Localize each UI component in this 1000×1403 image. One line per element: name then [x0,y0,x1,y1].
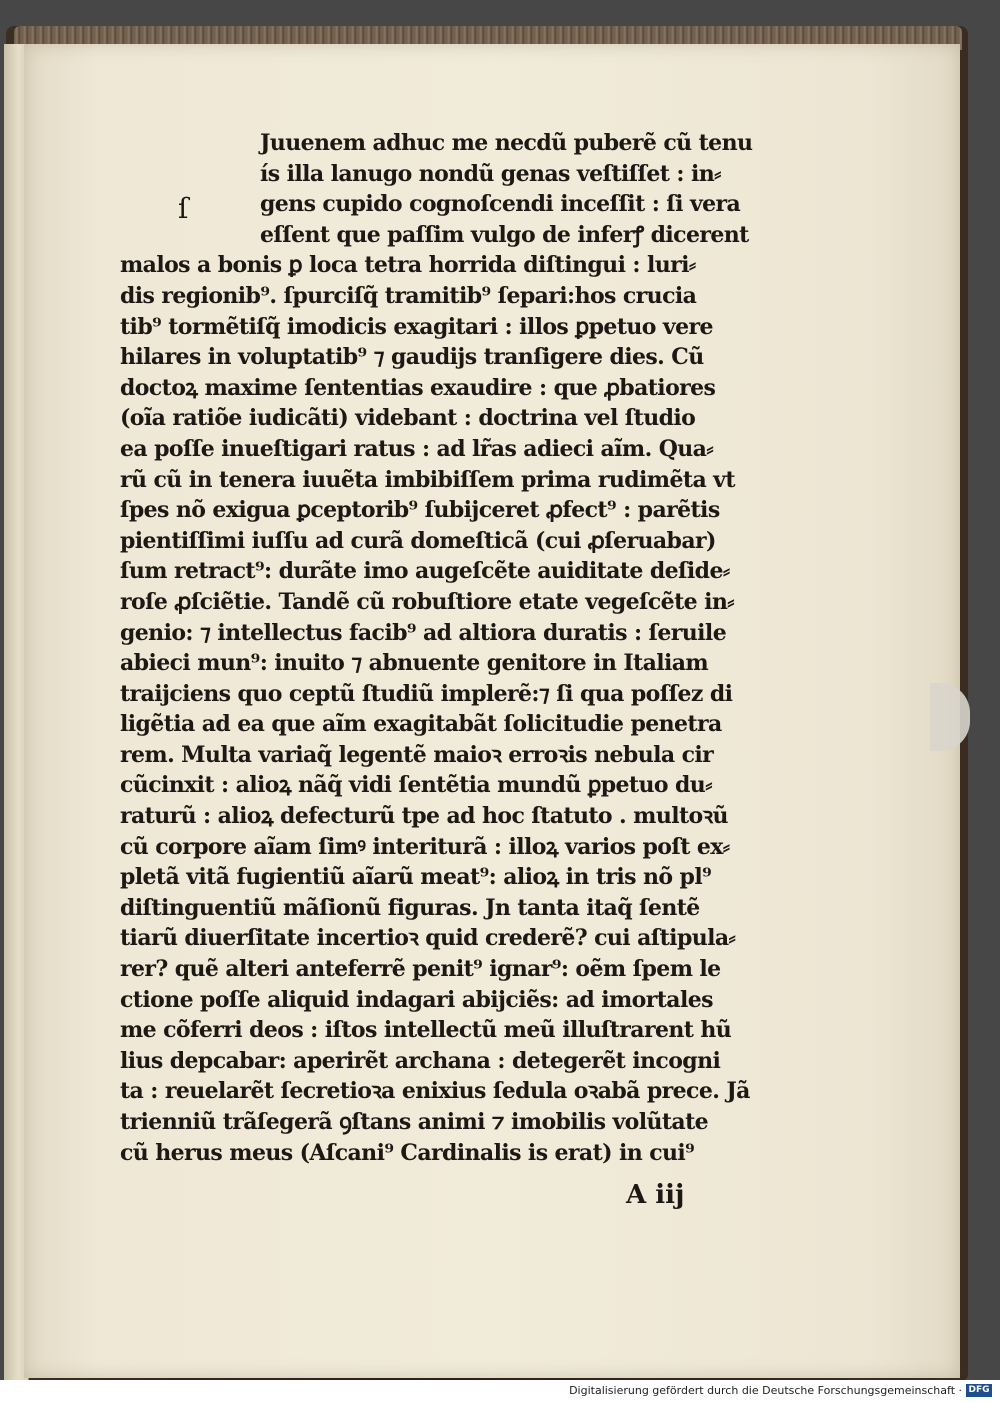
text-line: Juuenem adhuc me necdũ puberẽ cũ tenu [260,130,753,156]
footer-bar [0,1380,1000,1403]
text-line: me cõferri deos : iſtos intellectũ meũ illuſtrarent hũ [120,1017,732,1044]
text-line: rũ cũ in tenera iuuẽta imbibiſſem prima rudimẽta vt [120,466,735,493]
text-line: ſpes nõ exigua ꝑceptorib⁹ ſubijceret ꝓfect⁹ : parẽtis [120,497,720,524]
text-line: raturũ : alioꝝ defecturũ tpe ad hoc ſtatuto . multoꝛũ [120,803,728,830]
text-line: ſum retract⁹: durãte imo augeſcẽte auiditate deſide⸗ [120,558,730,585]
text-line: ligẽtia ad ea que aĩm exagitabãt ſolicitudie penetra [120,711,722,738]
text-line: ctione poſſe aliquid indagari abijciẽs: ad imortales [120,986,713,1013]
text-line: eſſent que paſſim vulgo de inferꝭ dicerent [260,221,749,248]
text-line: cũ herus meus (Aſcani⁹ Cardinalis is erat) in cui⁹ [120,1139,695,1166]
text-line: ís illa lanugo nondũ genas veſtiſſet : in⸗ [260,160,721,187]
text-line: malos a bonis ꝑ loca tetra horrida diſtingui : luri⸗ [120,252,696,279]
text-line: ta : reuelarẽt ſecretioꝛa enixius ſedula oꝛabã prece. Jã [120,1078,750,1105]
text-line: dis regionib⁹. ſpurciſq̃ tramitib⁹ ſepari:hos crucia [120,282,697,309]
text-line: diſtinguentiũ mãſionũ figuras. Jn tanta itaq̃ ſentẽ [120,894,700,921]
funding-credit: Digitalisierung gefördert durch die Deutsche Forschungsgemeinschaft · [569,1384,962,1397]
signature-mark: A iij [626,1180,685,1210]
text-line: (oĩa ratiõe iudicãti) videbant : doctrina vel ſtudio [120,405,696,432]
text-line: cũcinxit : alioꝝ nãq̃ vidi ſentẽtia mundũ ꝑpetuo du⸗ [120,772,712,799]
text-line: doctoꝝ maxime ſententias exaudire : que ꝓbatiores [120,374,716,401]
text-line: roſe ꝓſciẽtie. Tandẽ cũ robuſtiore etate vegeſcẽte in⸗ [120,588,734,615]
text-line: trienniũ trãſegerã ꝯſtans animi ⁊ imobilis volũtate [120,1109,709,1135]
margin-mark: ſ [178,192,189,225]
text-line: rer? quẽ alteri anteferrẽ penit⁹ ignar⁹: oẽm ſpem le [120,956,721,983]
text-line: hilares in voluptatib⁹ ⁊ gaudijs tranſigere dies. Cũ [120,344,704,371]
text-line: cũ corpore aĩam ſimꝰ interiturã : illoꝝ varios poſt ex⸗ [120,833,730,860]
text-line: abieci mun⁹: inuito ⁊ abnuente genitore in Italiam [120,650,709,677]
text-line: lius depcabar: aperirẽt archana : detegerẽt incogni [120,1047,721,1074]
text-block [120,128,770,1168]
text-line: genio: ⁊ intellectus facib⁹ ad altiora duratis : ſeruile [120,619,727,646]
text-line: traijciens quo ceptũ ſtudiũ implerẽ:⁊ ſi qua poſſez di [120,680,733,707]
text-line: gens cupido cognoſcendi inceſſit : ſi vera [260,191,741,218]
text-line: ea poſſe inueſtigari ratus : ad lr̃as adieci aĩm. Qua⸗ [120,435,714,462]
text-line: pientiſſimi iuſſu ad curã domeſticã (cui ꝓſeruabar) [120,527,716,554]
text-line: pletã vitã fugientiũ aĩarũ meat⁹: alioꝝ in tris nõ pl⁹ [120,864,712,891]
text-line: rem. Multa variaq̃ legentẽ maioꝛ erroꝛis nebula cir [120,741,714,768]
dfg-logo: DFG [966,1384,992,1397]
text-line: tib⁹ tormẽtiſq̃ imodicis exagitari : illos ꝑpetuo vere [120,313,713,340]
text-line: tiarũ diuerſitate incertioꝛ quid crederẽ? cui aſtipula⸗ [120,925,736,952]
